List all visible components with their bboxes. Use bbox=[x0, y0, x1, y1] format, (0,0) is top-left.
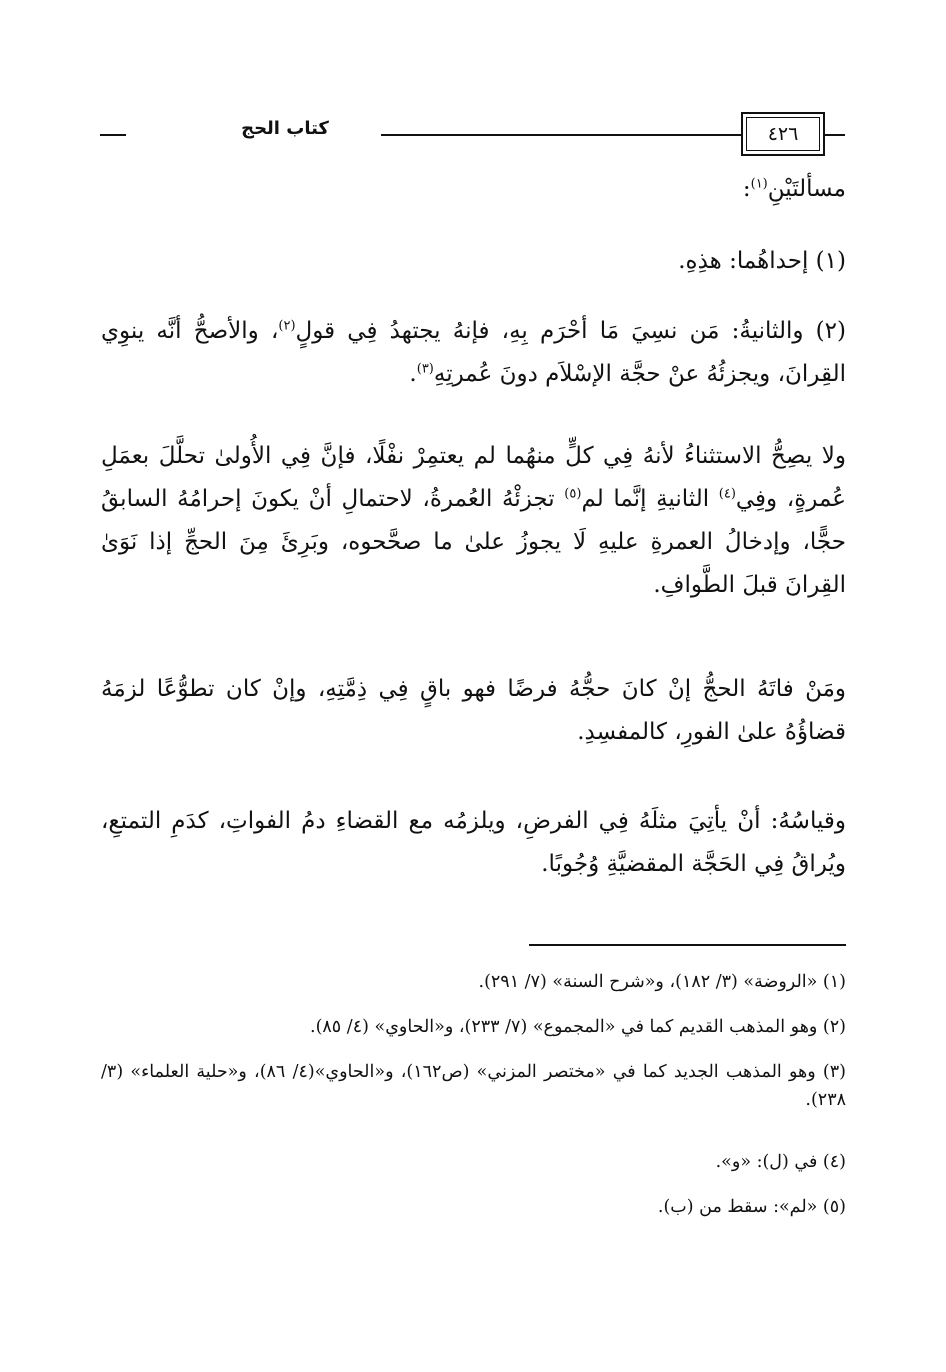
paragraph: ومَنْ فاتَهُ الحجُّ إنْ كانَ حجُّهُ فرضًا فهو باقٍ فِي ذِمَّتِهِ، وإنْ كان تطوُّعًا لزمَهُ قضاؤُهُ علىٰ الفورِ، كالمفسِدِ. bbox=[101, 676, 846, 745]
paragraph: (١) إحداهُما: هذِهِ. bbox=[678, 248, 846, 274]
footnote-separator bbox=[529, 944, 846, 946]
paragraph bbox=[101, 310, 846, 396]
intro-text: مسألتَيْنِ bbox=[767, 176, 846, 202]
book-title: كتاب الحج bbox=[241, 118, 329, 139]
intro-line bbox=[101, 168, 846, 211]
footnote: (٢) وهو المذهب القديم كما في «المجموع» (٧/ ٢٣٣)، و«الحاوي» (٤/ ٨٥). bbox=[310, 1017, 846, 1037]
header-rule bbox=[381, 134, 741, 136]
footnote-marker: (١) bbox=[750, 176, 768, 192]
footnote: (١) «الروضة» (٣/ ١٨٢)، و«شرح السنة» (٧/ ٢٩١). bbox=[478, 972, 846, 992]
footnote-marker: (٤) bbox=[718, 486, 736, 502]
page-number-frame bbox=[741, 112, 825, 156]
footnote: (٥) «لم»: سقط من (ب). bbox=[657, 1197, 846, 1217]
paragraph-text: (٢) والثانيةُ: مَن نسِيَ مَا أحْرَم بِهِ، فإنهُ يجتهدُ فِي قولٍ bbox=[295, 318, 847, 344]
paragraph-text: تجزئْهُ العُمرةُ، لاحتمالِ أنْ يكونَ إحرامُهُ السابقُ حجًّا، وإدخالُ العمرةِ عليهِ لَا يجوزُ علىٰ ما صحَّحوه، وبَرِئَ مِنَ الحجِّ إذا نَوَىٰ القِرانَ قبلَ الطَّوافِ. bbox=[101, 486, 846, 598]
footnote: (٣) وهو المذهب الجديد كما في «مختصر المزني» (ص١٦٢)، و«الحاوي»(٤/ ٨٦)، و«حلية العلماء» (٣/ ٢٣٨). bbox=[101, 1062, 846, 1110]
header-rule bbox=[825, 134, 845, 136]
footnote-marker: (٢) bbox=[278, 318, 296, 334]
paragraph-text: . bbox=[409, 361, 417, 387]
paragraph: وقياسُهُ: أنْ يأتِيَ مثلَهُ فِي الفرضِ، ويلزمُه مع القضاءِ دمُ الفواتِ، كدَمِ التمتعِ، ويُراقُ فِي الحَجَّة المقضيَّةِ وُجُوبًا. bbox=[101, 808, 846, 877]
page-header bbox=[100, 112, 845, 160]
intro-colon: : bbox=[742, 176, 751, 202]
paragraph bbox=[101, 435, 846, 607]
footnote-marker: (٥) bbox=[564, 486, 582, 502]
footnote: (٤) في (ل): «و». bbox=[715, 1152, 846, 1172]
header-rule bbox=[100, 134, 126, 136]
paragraph-text: ولا يصِحُّ الاستثناءُ لأنهُ فِي كلٍّ منهُما لم يعتمِرْ نفْلًا، فإنَّ فِي الأُولىٰ تحلَّلَ بعمَلِ عُمرةٍ، وفِي bbox=[101, 443, 846, 512]
page-number: ٤٢٦ bbox=[746, 117, 820, 151]
paragraph-text: الثانيةِ إنَّما لم bbox=[581, 486, 719, 512]
paragraph-text: ، والأصحُّ أنَّه ينوِي القِرانَ، ويجزئُهُ عنْ حجَّة الإسْلاَم دونَ عُمرتِهِ bbox=[101, 318, 846, 387]
footnote-marker: (٣) bbox=[416, 361, 434, 377]
